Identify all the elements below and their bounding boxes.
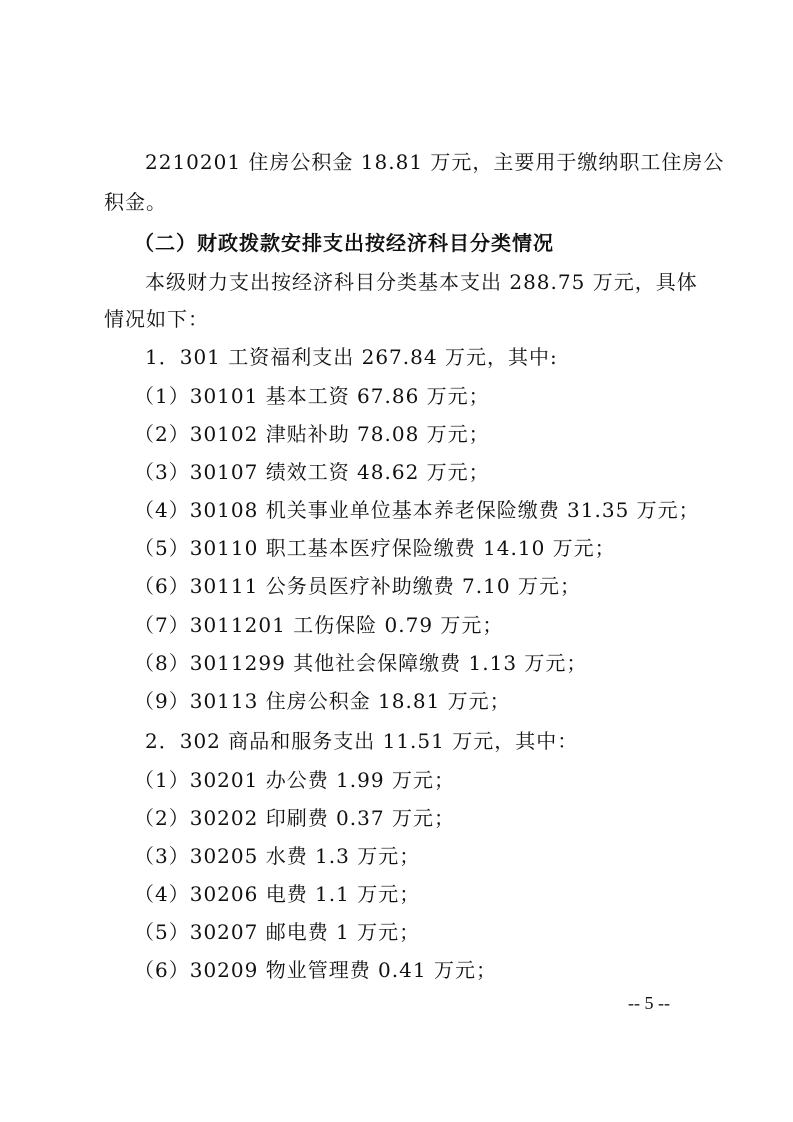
list-item: （3）30205 水费 1.3 万元； <box>134 844 421 868</box>
housing-fund-paragraph-line-2: 积金。 <box>104 190 167 214</box>
list-item: （6）30111 公务员医疗补助缴费 7.10 万元； <box>134 574 581 598</box>
list-item: （4）30206 电费 1.1 万元； <box>134 882 421 906</box>
list-item: （2）30202 印刷费 0.37 万元； <box>134 806 455 830</box>
list-item: （1）30201 办公费 1.99 万元； <box>134 768 455 792</box>
list-item: （6）30209 物业管理费 0.41 万元； <box>134 958 497 982</box>
list-item: （5）30110 职工基本医疗保险缴费 14.10 万元； <box>134 536 616 560</box>
summary-paragraph-line-2: 情况如下： <box>104 307 209 331</box>
page-number: -- 5 -- <box>628 993 670 1013</box>
goods-services-subheading: 2．302 商品和服务支出 11.51 万元，其中： <box>145 729 579 753</box>
summary-paragraph-line-1: 本级财力支出按经济科目分类基本支出 288.75 万元，具体 <box>145 270 698 294</box>
list-item: （9）30113 住房公积金 18.81 万元； <box>134 689 511 713</box>
list-item: （5）30207 邮电费 1 万元； <box>134 920 421 944</box>
list-item: （3）30107 绩效工资 48.62 万元； <box>134 460 490 484</box>
list-item: （8）3011299 其他社会保障缴费 1.13 万元； <box>134 651 588 675</box>
list-item: （4）30108 机关事业单位基本养老保险缴费 31.35 万元； <box>134 498 700 522</box>
housing-fund-paragraph-line-1: 2210201 住房公积金 18.81 万元，主要用于缴纳职工住房公 <box>145 150 725 174</box>
wages-subheading: 1．301 工资福利支出 267.84 万元，其中: <box>145 345 558 369</box>
list-item: （1）30101 基本工资 67.86 万元； <box>134 384 490 408</box>
list-item: （7）3011201 工伤保险 0.79 万元； <box>134 613 504 637</box>
list-item: （2）30102 津贴补助 78.08 万元； <box>134 422 490 446</box>
section-heading: （二）财政拨款安排支出按经济科目分类情况 <box>134 231 554 255</box>
